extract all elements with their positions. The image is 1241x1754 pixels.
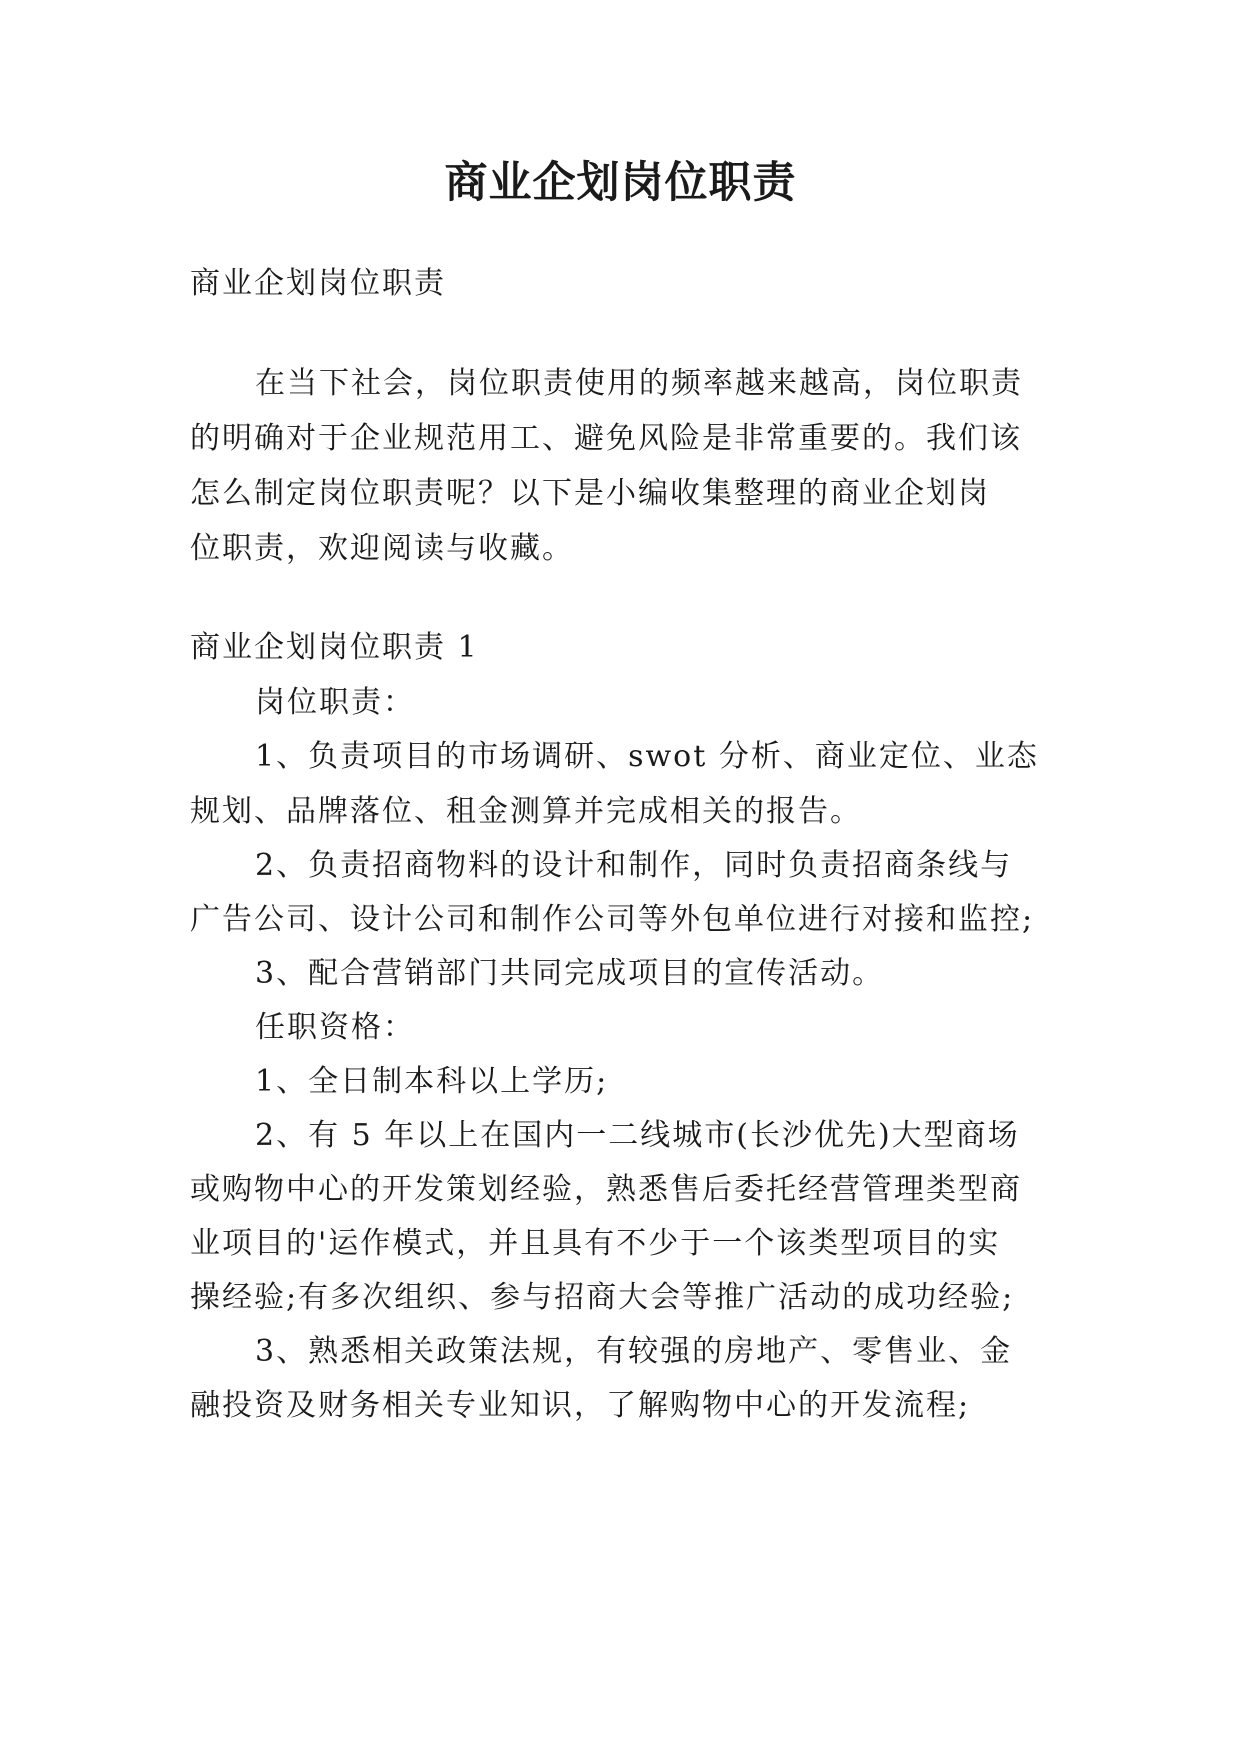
qualification-1-line-1: 1、全日制本科以上学历; — [255, 1064, 609, 1099]
duties-heading: 岗位职责： — [255, 685, 415, 720]
intro-line-3: 怎么制定岗位职责呢？以下是小编收集整理的商业企划岗 — [190, 476, 990, 511]
intro-line-2: 的明确对于企业规范用工、避免风险是非常重要的。我们该 — [190, 421, 1022, 456]
duty-1-line-2: 规划、品牌落位、租金测算并完成相关的报告。 — [190, 794, 862, 829]
qualifications-heading: 任职资格： — [255, 1010, 415, 1045]
document-title: 商业企划岗位职责 — [444, 158, 797, 208]
qualification-2-line-4: 操经验;有多次组织、参与招商大会等推广活动的成功经验; — [190, 1280, 1015, 1315]
qualification-2-line-2: 或购物中心的开发策划经验，熟悉售后委托经营管理类型商 — [190, 1172, 1022, 1207]
subtitle-line: 商业企划岗位职责 — [190, 266, 446, 301]
duty-2-line-2: 广告公司、设计公司和制作公司等外包单位进行对接和监控; — [190, 902, 1035, 937]
duty-3-line-1: 3、配合营销部门共同完成项目的宣传活动。 — [255, 956, 885, 991]
duty-1-line-1: 1、负责项目的市场调研、swot 分析、商业定位、业态 — [255, 739, 1039, 774]
qualification-2-line-3: 业项目的'运作模式，并且具有不少于一个该类型项目的实 — [190, 1226, 1001, 1261]
duty-2-line-1: 2、负责招商物料的设计和制作，同时负责招商条线与 — [255, 848, 1013, 883]
qualification-3-line-2: 融投资及财务相关专业知识，了解购物中心的开发流程; — [190, 1388, 971, 1423]
intro-line-1: 在当下社会，岗位职责使用的频率越来越高，岗位职责 — [255, 366, 1023, 401]
qualification-2-line-1: 2、有 5 年以上在国内一二线城市(长沙优先)大型商场 — [255, 1118, 1020, 1153]
qualification-3-line-1: 3、熟悉相关政策法规，有较强的房地产、零售业、金 — [255, 1334, 1013, 1369]
section-heading: 商业企划岗位职责 1 — [190, 630, 479, 665]
intro-line-4: 位职责，欢迎阅读与收藏。 — [190, 531, 574, 566]
